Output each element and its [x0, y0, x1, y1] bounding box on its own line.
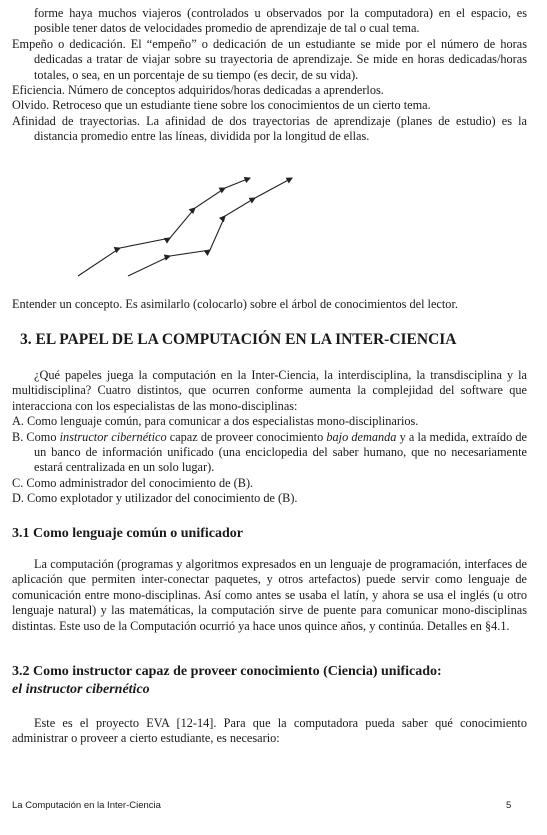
- definition-entender: Entender un concepto. Es asimilarlo (colocarlo) sobre el árbol de conocimientos del lector.: [12, 297, 458, 311]
- list-item-d: D. Como explotador y utilizador del conocimiento de (B).: [12, 491, 298, 506]
- definitions-block: [12, 6, 527, 145]
- section-3-2-title: [12, 663, 527, 699]
- trajectory-line-2: [128, 178, 292, 276]
- page-number: 5: [506, 800, 512, 811]
- definition-afinidad: Afinidad de trayectorias. La afinidad de dos trayectorias de aprendizaje (planes de estudio) es la distancia promedio entre las líneas, dividida por la longitud de ellas.: [12, 113, 527, 144]
- section-3-intro: ¿Qué papeles juega la computación en la Inter-Ciencia, la interdisciplina, la transdisciplina y la multidisciplina? Cuatro distintos, que ocurren conforme aumenta la complejidad del software que interacciona con los especialistas de las mono-disciplinas:: [12, 368, 527, 413]
- list-item-b: B. Como instructor cibernético capaz de proveer conocimiento bajo demanda y a la medida, extraído de un banco de información unificado (una enciclopedia del saber humano, que no necesariamente estará centralizada en un solo lugar).: [12, 429, 527, 475]
- section-3-2-body: Este es el proyecto EVA [12-14]. Para que la computadora pueda saber qué conocimiento administrar o proveer a cierto estudiante, es necesario:: [12, 716, 527, 746]
- trajectory-figure: [70, 168, 310, 288]
- section-3-2-title-line1: 3.2 Como instructor capaz de proveer conocimiento (Ciencia) unificado:: [12, 664, 442, 679]
- trajectory-line-1: [78, 178, 250, 276]
- section-3-1-body: La computación (programas y algoritmos expresados en un lenguaje de programación, interfaces de aplicación que permiten inter-conectar paquetes, y otros artefactos) puede servir como lenguaje de comunicación entre mono-disciplinas. Así como antes se usaba el latín, y ahora se usa el inglés (u otro lenguaje natural) y las matemáticas, la computación sirve de puente para comunicar mono-disciplinas distintas. Este uso de la Computación ocurrió ya hace unos quince años, y continúa. Detalles en §4.1.: [12, 557, 527, 633]
- definition-eficiencia: Eficiencia. Número de conceptos adquiridos/horas dedicadas a aprenderlos.: [12, 83, 384, 98]
- section-3-1-title: 3.1 Como lenguaje común o unificador: [12, 526, 243, 541]
- footer-title: La Computación en la Inter-Ciencia: [12, 800, 161, 811]
- section-3-title: 3. EL PAPEL DE LA COMPUTACIÓN EN LA INTER-CIENCIA: [20, 331, 457, 348]
- list-item-c: C. Como administrador del conocimiento de (B).: [12, 475, 254, 490]
- definition-olvido: Olvido. Retroceso que un estudiante tiene sobre los conocimientos de un cierto tema.: [12, 98, 431, 113]
- section-3-body: [12, 368, 527, 507]
- section-3-2-title-line2: el instructor cibernético: [12, 682, 150, 697]
- definition-empeno: Empeño o dedicación. El “empeño” o dedicación de un estudiante se mide por el número de horas dedicadas a tratar de viajar sobre su trayectoria de aprendizaje. Se mide en horas dedicadas/horas totales, o sea, en un porcentaje de su tiempo (es decir, de su vida).: [12, 36, 527, 82]
- paragraph-continuation: forme haya muchos viajeros (controlados u observados por la computadora) en el espacio, es posible tener datos de velocidades promedio de aprendizaje de tal o cual tema.: [34, 6, 527, 36]
- list-item-a: A. Como lenguaje común, para comunicar a dos especialistas mono-disciplinarios.: [12, 414, 419, 429]
